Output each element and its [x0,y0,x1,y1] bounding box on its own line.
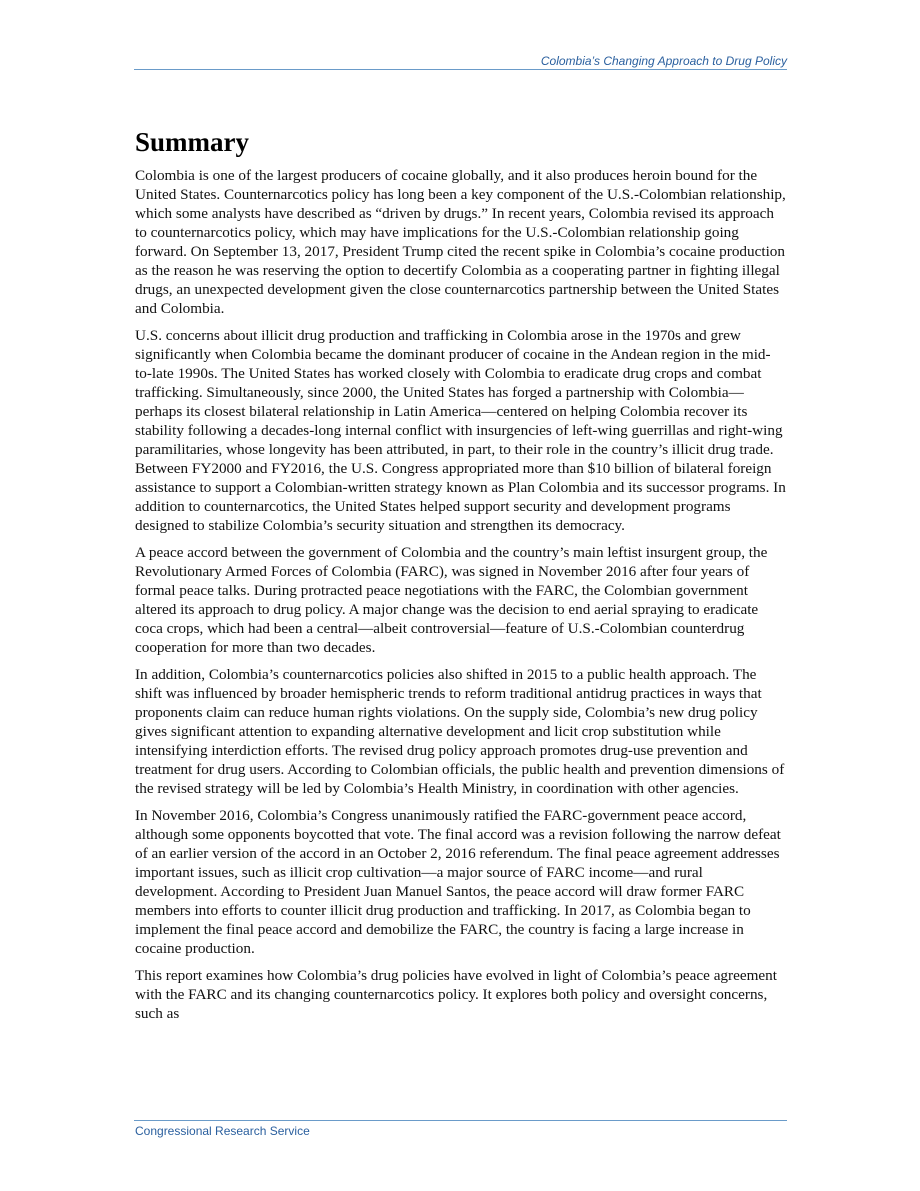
footer-rule [134,1120,787,1121]
paragraph-4: In addition, Colombia’s counternarcotics policies also shifted in 2015 to a public health approach. The shift was influenced by broader hemispheric trends to reform traditional antidrug practices in ways that proponents claim can reduce human rights violations. On the supply side, Colombia’s new drug policy gives significant attention to expanding alternative development and licit crop substitution while intensifying interdiction efforts. The revised drug policy approach promotes drug-use prevention and treatment for drug users. According to Colombian officials, the public health and prevention dimensions of the revised strategy will be led by Colombia’s Health Ministry, in coordination with other agencies. [135,666,785,797]
page-content [135,124,787,1031]
paragraph-1: Colombia is one of the largest producers of cocaine globally, and it also produces heroin bound for the United States. Counternarcotics policy has long been a key component of the U.S.-Colombian relationship, which some analysts have described as “driven by drugs.” In recent years, Colombia revised its approach to counternarcotics policy, which may have implications for the U.S.-Colombian relationship going forward. On September 13, 2017, President Trump cited the recent spike in Colombia’s cocaine production as the reason he was reserving the option to decertify Colombia as a cooperating partner in fighting illegal drugs, an unexpected development given the close counternarcotics partnership between the United States and Colombia. [135,167,786,317]
header-rule [134,69,787,70]
section-title: Summary [135,127,249,157]
paragraph-5: In November 2016, Colombia’s Congress unanimously ratified the FARC-government peace accord, although some opponents boycotted that vote. The final accord was a revision following the narrow defeat of an earlier version of the accord in an October 2, 2016 referendum. The final peace agreement addresses important issues, such as illicit crop cultivation—a major source of FARC income—and rural development. According to President Juan Manuel Santos, the peace accord will draw former FARC members into efforts to counter illicit drug production and trafficking. In 2017, as Colombia began to implement the final peace accord and demobilize the FARC, the country is facing a large increase in cocaine production. [135,807,781,957]
paragraph-2: U.S. concerns about illicit drug production and trafficking in Colombia arose in the 1970s and grew significantly when Colombia became the dominant producer of cocaine in the Andean region in the mid-to-late 1990s. The United States has worked closely with Colombia to eradicate drug crops and combat trafficking. Simultaneously, since 2000, the United States has forged a partnership with Colombia—perhaps its closest bilateral relationship in Latin America—centered on helping Colombia recover its stability following a decades-long internal conflict with insurgencies of left-wing guerrillas and right-wing paramilitaries, whose longevity has been attributed, in part, to their role in the country’s illicit drug trade. Between FY2000 and FY2016, the U.S. Congress appropriated more than $10 billion of bilateral foreign assistance to support a Colombian-written strategy known as Plan Colombia and its successor programs. In addition to counternarcotics, the United States helped support security and development programs designed to stabilize Colombia’s security situation and strengthen its democracy. [135,327,786,534]
running-header-title: Colombia’s Changing Approach to Drug Policy [540,54,787,68]
paragraph-3: A peace accord between the government of Colombia and the country’s main leftist insurgent group, the Revolutionary Armed Forces of Colombia (FARC), was signed in November 2016 after four years of formal peace talks. During protracted peace negotiations with the FARC, the Colombian government altered its approach to drug policy. A major change was the decision to end aerial spraying to eradicate coca crops, which had been a central—albeit controversial—feature of U.S.-Colombian counterdrug cooperation for more than two decades. [135,544,768,656]
footer-publisher: Congressional Research Service [135,1124,310,1138]
paragraph-6: This report examines how Colombia’s drug policies have evolved in light of Colombia’s peace agreement with the FARC and its changing counternarcotics policy. It explores both policy and oversight concerns, such as [135,967,777,1022]
